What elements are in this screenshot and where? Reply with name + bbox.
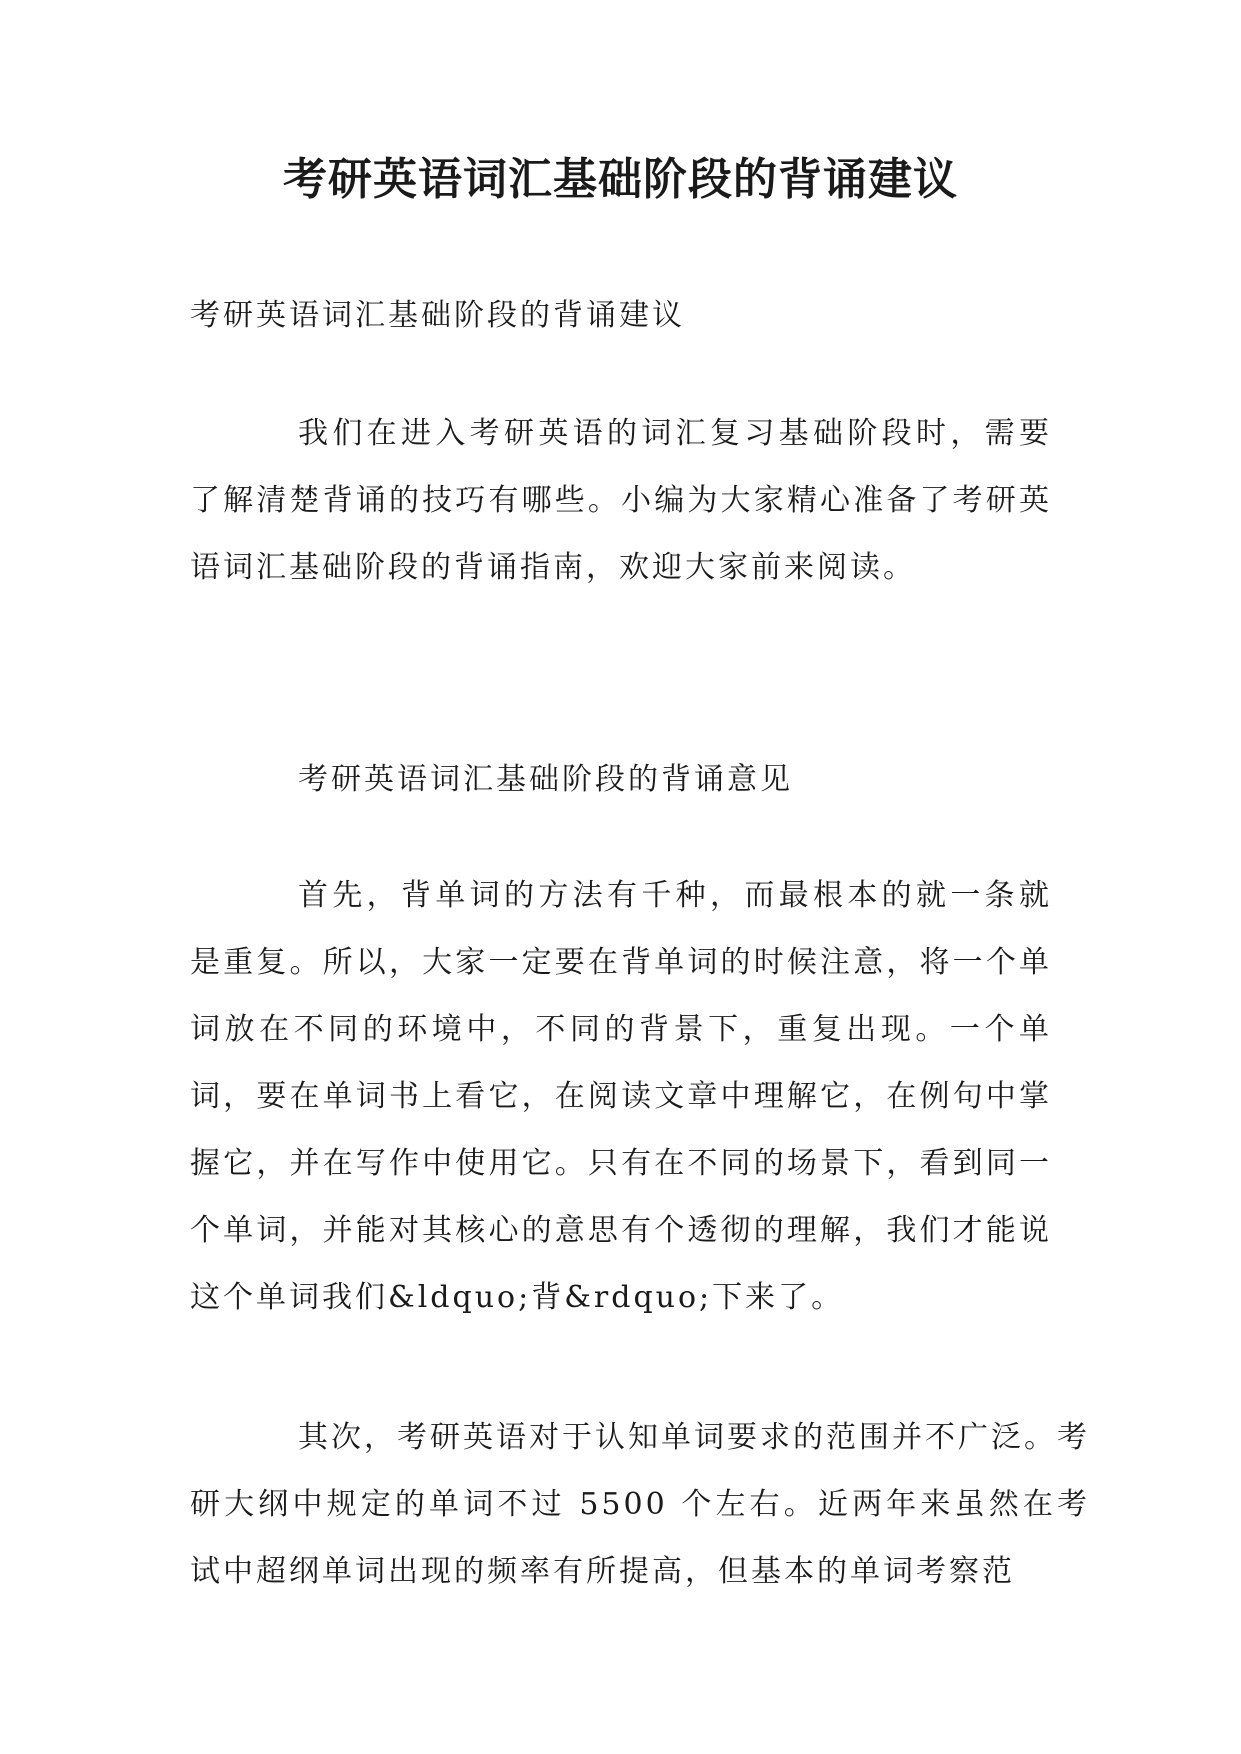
body-paragraph-2: 其次，考研英语对于认知单词要求的范围并不广泛。考研大纲中规定的单词不过 5500 个左右。近两年来虽然在考试中超纲单词出现的频率有所提高，但基本的单词考察范 bbox=[190, 1420, 1090, 1589]
section-heading: 考研英语词汇基础阶段的背诵意见 bbox=[298, 762, 793, 797]
body-paragraph-1: 首先，背单词的方法有千种，而最根本的就一条就是重复。所以，大家一定要在背单词的时候注意，将一个单词放在不同的环境中，不同的背景下，重复出现。一个单词，要在单词书上看它，在阅读文章中理解它，在例句中掌握它，并在写作中使用它。只有在不同的场景下，看到同一个单词，并能对其核心的意思有个透彻的理解，我们才能说这个单词我们&ldquo;背&rdquo;下来了。 bbox=[190, 878, 1052, 1315]
document-title: 考研英语词汇基础阶段的背诵建议 bbox=[283, 154, 958, 205]
intro-paragraph: 我们在进入考研英语的词汇复习基础阶段时，需要了解清楚背诵的技巧有哪些。小编为大家精心准备了考研英语词汇基础阶段的背诵指南，欢迎大家前来阅读。 bbox=[190, 416, 1052, 585]
document-subtitle: 考研英语词汇基础阶段的背诵建议 bbox=[190, 298, 685, 333]
